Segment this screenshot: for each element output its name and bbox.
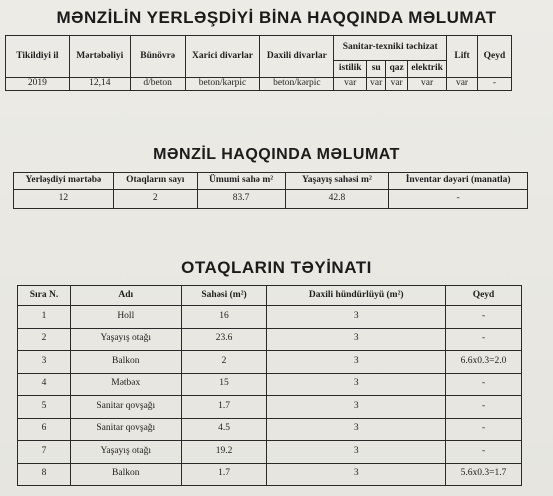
col-gas: qaz — [386, 61, 408, 78]
cell-name: Balkon — [70, 351, 181, 374]
table-row — [18, 396, 522, 419]
table-row — [6, 78, 512, 91]
cell-name: Yaşayış otağı — [70, 441, 181, 464]
cell-no: 5 — [18, 396, 71, 419]
cell-area: 23.6 — [181, 328, 267, 351]
col-total-area: Ümumi sahə m² — [197, 173, 285, 190]
cell-height: 3 — [267, 351, 446, 374]
cell-area: 4.5 — [181, 418, 267, 441]
cell-name: Balkon — [70, 463, 181, 486]
cell-note: - — [477, 78, 511, 91]
col-electric: elektrik — [408, 61, 447, 78]
col-area: Sahəsi (m²) — [181, 286, 267, 306]
col-no: Sıra N. — [18, 286, 71, 306]
col-inventory: İnventar dəyəri (manatla) — [389, 173, 528, 190]
apartment-info-table — [13, 172, 528, 209]
cell-area: 15 — [181, 373, 267, 396]
col-lift: Lift — [447, 36, 478, 78]
cell-name: Holl — [70, 306, 181, 329]
col-living-area: Yaşayış sahəsi m² — [285, 173, 389, 190]
cell-note: - — [446, 306, 522, 329]
cell-height: 3 — [267, 418, 446, 441]
cell-no: 6 — [18, 418, 71, 441]
col-rooms: Otaqların sayı — [113, 173, 197, 190]
cell-no: 1 — [18, 306, 71, 329]
col-note: Qeyd — [446, 286, 522, 306]
cell-gas: var — [386, 78, 408, 91]
cell-name: Sanitar qovşağı — [70, 396, 181, 419]
cell-rooms: 2 — [113, 190, 197, 209]
apartment-info-title: MƏNZİL HAQQINDA MƏLUMAT — [153, 146, 400, 163]
cell-water: var — [367, 78, 386, 91]
cell-floor: 12 — [14, 190, 114, 209]
col-floors: Mərtəbəliyi — [69, 36, 130, 78]
col-sanitary: Sanitar-texniki təchizat — [334, 36, 447, 61]
cell-year: 2019 — [6, 78, 70, 91]
col-height: Daxili hündürlüyü (m²) — [267, 286, 446, 306]
col-water: su — [367, 61, 386, 78]
cell-note: - — [446, 441, 522, 464]
cell-inner-walls: beton/kərpic — [260, 78, 334, 91]
cell-living-area: 42.8 — [285, 190, 389, 209]
rooms-table — [17, 285, 522, 486]
cell-area: 2 — [181, 351, 267, 374]
cell-heating: var — [334, 78, 367, 91]
cell-no: 8 — [18, 463, 71, 486]
col-heating: istilik — [334, 61, 367, 78]
cell-note: - — [446, 328, 522, 351]
cell-name: Yaşayış otağı — [70, 328, 181, 351]
col-outer-walls: Xarici divarlar — [185, 36, 260, 78]
col-year: Tikildiyi il — [6, 36, 70, 78]
cell-height: 3 — [267, 306, 446, 329]
cell-inventory: - — [389, 190, 528, 209]
cell-area: 19.2 — [181, 441, 267, 464]
cell-name: Mətbəx — [70, 373, 181, 396]
cell-height: 3 — [267, 328, 446, 351]
table-row — [18, 306, 522, 329]
col-note: Qeyd — [477, 36, 511, 78]
cell-note: - — [446, 373, 522, 396]
cell-total-area: 83.7 — [197, 190, 285, 209]
building-info-table — [5, 35, 512, 91]
col-name: Adı — [70, 286, 181, 306]
cell-outer-walls: beton/kərpic — [185, 78, 260, 91]
cell-note: - — [446, 418, 522, 441]
cell-note: - — [446, 396, 522, 419]
table-row — [18, 351, 522, 374]
cell-no: 2 — [18, 328, 71, 351]
cell-lift: var — [447, 78, 478, 91]
cell-area: 16 — [181, 306, 267, 329]
table-row — [18, 418, 522, 441]
col-inner-walls: Daxili divarlar — [260, 36, 334, 78]
col-foundation: Bünövrə — [130, 36, 185, 78]
table-row — [14, 190, 528, 209]
cell-name: Sanitar qovşağı — [70, 418, 181, 441]
cell-floors: 12,14 — [69, 78, 130, 91]
cell-no: 3 — [18, 351, 71, 374]
cell-height: 3 — [267, 463, 446, 486]
table-row — [18, 441, 522, 464]
cell-electric: var — [408, 78, 447, 91]
rooms-title: OTAQLARIN TƏYİNATI — [181, 258, 372, 277]
cell-area: 1.7 — [181, 396, 267, 419]
table-row — [18, 463, 522, 486]
building-info-title: MƏNZİLİN YERLƏŞDİYİ BİNA HAQQINDA MƏLUMAT — [56, 8, 497, 27]
cell-no: 4 — [18, 373, 71, 396]
cell-height: 3 — [267, 396, 446, 419]
col-floor: Yerləşdiyi mərtəbə — [14, 173, 114, 190]
cell-height: 3 — [267, 373, 446, 396]
table-row — [18, 373, 522, 396]
cell-note: 6.6x0.3=2.0 — [446, 351, 522, 374]
cell-area: 1.7 — [181, 463, 267, 486]
cell-height: 3 — [267, 441, 446, 464]
cell-note: 5.6x0.3=1.7 — [446, 463, 522, 486]
cell-foundation: d/beton — [130, 78, 185, 91]
table-row — [18, 328, 522, 351]
cell-no: 7 — [18, 441, 71, 464]
